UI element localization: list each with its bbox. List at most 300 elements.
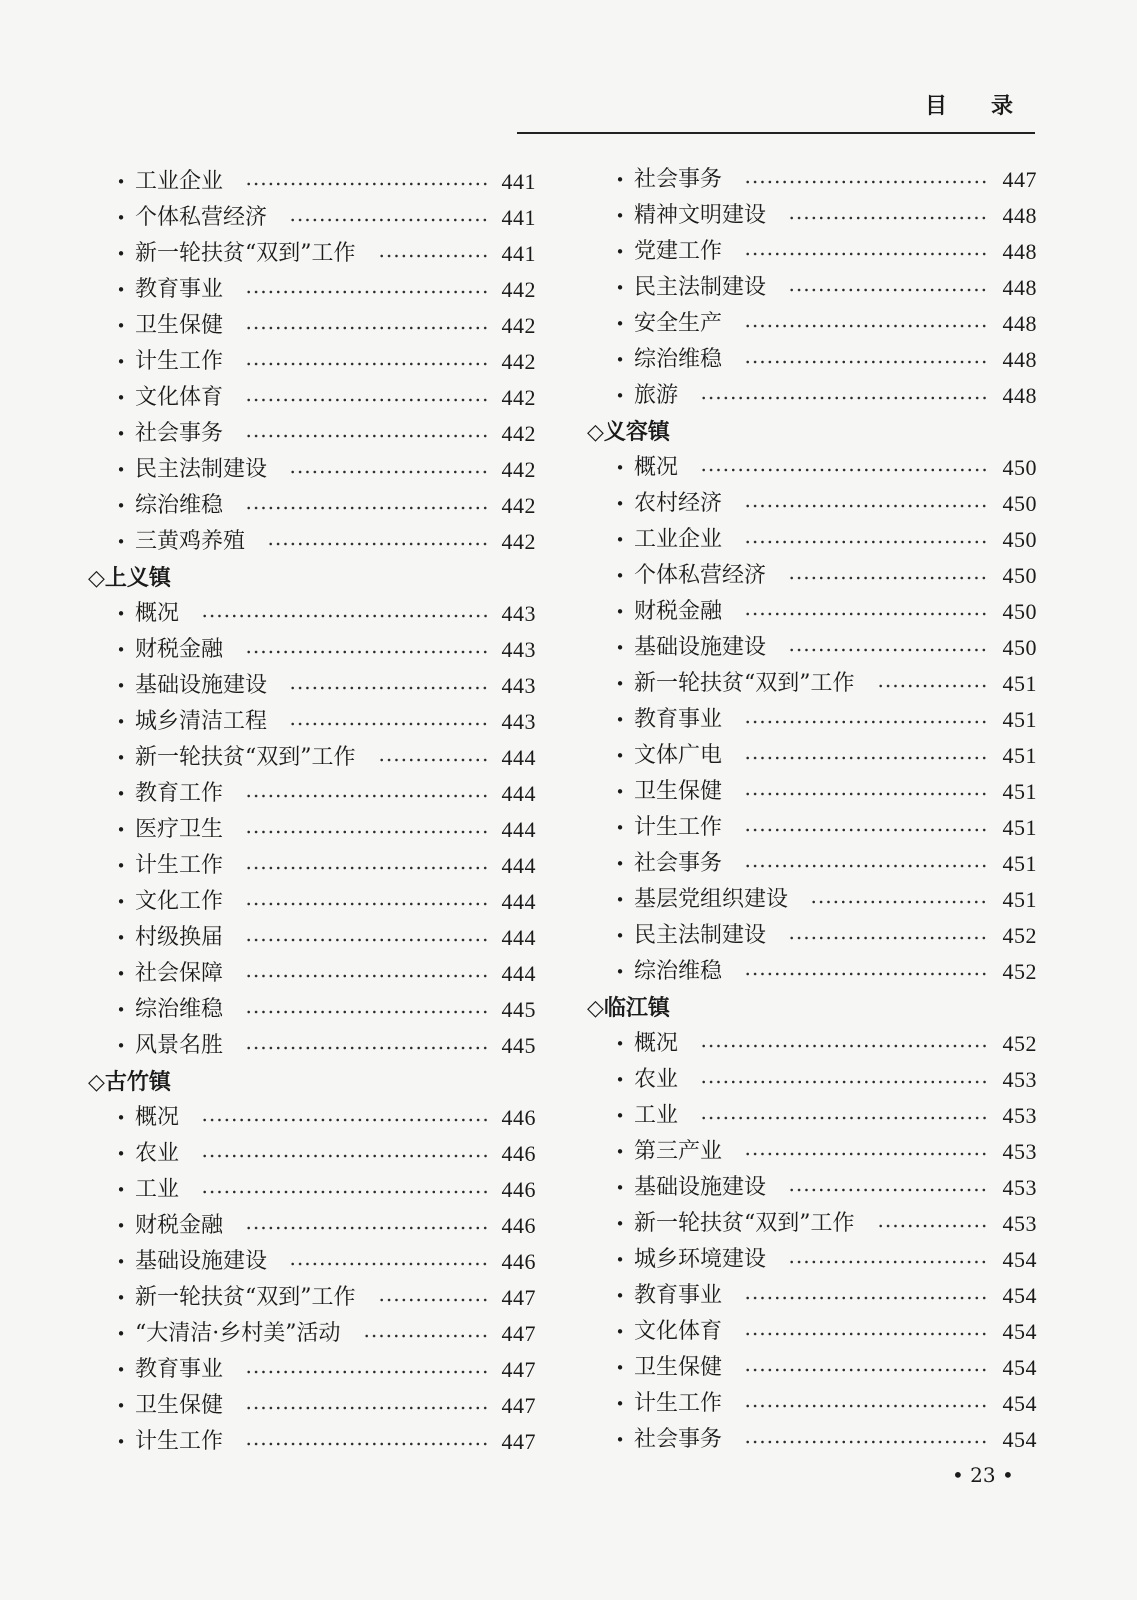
- toc-entry: [88, 524, 536, 560]
- entry-page-number: 448: [1002, 347, 1037, 372]
- entry-page-number: 442: [501, 349, 536, 374]
- bullet-marker: •: [116, 1253, 126, 1271]
- toc-entry: [587, 1062, 1037, 1098]
- entry-page-number: 450: [1002, 563, 1037, 588]
- toc-entry: [88, 1280, 536, 1316]
- toc-entry: [88, 344, 536, 380]
- toc-entry: [587, 810, 1037, 846]
- toc-entry: [88, 992, 536, 1028]
- entry-title: 概况: [634, 455, 679, 480]
- entry-page-number: 442: [501, 493, 536, 518]
- entry-page-number: 451: [1002, 851, 1037, 876]
- dot-leader: [245, 182, 488, 186]
- toc-section-heading: [587, 414, 1037, 450]
- dot-leader: [744, 828, 989, 832]
- bullet-marker: •: [615, 531, 625, 549]
- toc-entry: [88, 1100, 536, 1136]
- bullet-marker: •: [615, 279, 625, 297]
- bullet-marker: •: [615, 1359, 625, 1377]
- toc-entry: [587, 1314, 1037, 1350]
- bullet-marker: •: [615, 171, 625, 189]
- toc-entry: [587, 486, 1037, 522]
- toc-entry: [88, 1172, 536, 1208]
- entry-title: 计生工作: [634, 815, 723, 840]
- entry-title: 计生工作: [135, 853, 224, 878]
- toc-entry: [587, 342, 1037, 378]
- bullet-marker: •: [116, 965, 126, 983]
- entry-title: 基础设施建设: [135, 673, 268, 698]
- dot-leader: [788, 288, 989, 292]
- toc-entry: [88, 416, 536, 452]
- bullet-marker: •: [615, 1251, 625, 1269]
- bullet-marker: •: [116, 1001, 126, 1019]
- bullet-marker: •: [615, 819, 625, 837]
- dot-leader: [744, 1152, 989, 1156]
- toc-right-column: [587, 162, 1037, 1458]
- toc-entry: [587, 954, 1037, 990]
- toc-entry: [587, 378, 1037, 414]
- entry-title: 计生工作: [135, 349, 224, 374]
- dot-leader: [744, 540, 989, 544]
- toc-entry: [587, 1170, 1037, 1206]
- entry-title: 教育事业: [634, 707, 723, 732]
- bullet-marker: •: [615, 1071, 625, 1089]
- toc-entry: [587, 1386, 1037, 1422]
- entry-title: 个体私营经济: [634, 563, 767, 588]
- entry-title: 基础设施建设: [634, 635, 767, 660]
- toc-entry: [88, 1028, 536, 1064]
- section-title: ◇上义镇: [88, 565, 171, 591]
- entry-title: 安全生产: [634, 311, 723, 336]
- dot-leader: [378, 758, 489, 762]
- bullet-marker: •: [116, 389, 126, 407]
- dot-leader: [700, 1044, 989, 1048]
- bullet-marker: •: [116, 173, 126, 191]
- dot-leader: [378, 254, 489, 258]
- entry-page-number: 453: [1002, 1175, 1037, 1200]
- entry-page-number: 446: [501, 1249, 536, 1274]
- dot-leader: [289, 686, 488, 690]
- entry-page-number: 452: [1002, 923, 1037, 948]
- toc-entry: [587, 306, 1037, 342]
- entry-title: 教育工作: [135, 781, 224, 806]
- dot-leader: [201, 614, 488, 618]
- toc-entry: [587, 702, 1037, 738]
- dot-leader: [289, 470, 488, 474]
- toc-entry: [587, 450, 1037, 486]
- entry-page-number: 442: [501, 277, 536, 302]
- entry-title: 教育事业: [135, 1357, 224, 1382]
- entry-title: 概况: [634, 1031, 679, 1056]
- toc-entry: [587, 162, 1037, 198]
- dot-leader: [788, 576, 989, 580]
- toc-entry: [88, 236, 536, 272]
- dot-leader: [245, 866, 488, 870]
- entry-title: 新一轮扶贫“双到”工作: [135, 745, 356, 770]
- entry-page-number: 446: [501, 1141, 536, 1166]
- entry-page-number: 450: [1002, 455, 1037, 480]
- dot-leader: [810, 900, 989, 904]
- bullet-marker: •: [116, 713, 126, 731]
- dot-leader: [744, 612, 989, 616]
- entry-title: 村级换届: [135, 925, 224, 950]
- bullet-marker: •: [116, 209, 126, 227]
- entry-title: 教育事业: [135, 277, 224, 302]
- bullet-marker: •: [615, 207, 625, 225]
- toc-entry: [88, 740, 536, 776]
- entry-page-number: 450: [1002, 635, 1037, 660]
- bullet-marker: •: [116, 317, 126, 335]
- dot-leader: [363, 1334, 489, 1338]
- entry-page-number: 447: [501, 1357, 536, 1382]
- entry-page-number: 448: [1002, 203, 1037, 228]
- entry-title: 概况: [135, 1105, 180, 1130]
- toc-entry: [88, 848, 536, 884]
- dot-leader: [744, 972, 989, 976]
- bullet-marker: •: [615, 495, 625, 513]
- toc-entry: [587, 918, 1037, 954]
- toc-entry: [88, 668, 536, 704]
- entry-page-number: 454: [1002, 1319, 1037, 1344]
- dot-leader: [245, 362, 488, 366]
- dot-leader: [744, 360, 989, 364]
- dot-leader: [289, 1262, 488, 1266]
- dot-leader: [744, 792, 989, 796]
- entry-title: 综治维稳: [135, 997, 224, 1022]
- dot-leader: [201, 1118, 488, 1122]
- dot-leader: [201, 1190, 488, 1194]
- entry-page-number: 444: [501, 781, 536, 806]
- entry-page-number: 441: [501, 241, 536, 266]
- dot-leader: [744, 1440, 989, 1444]
- entry-page-number: 442: [501, 529, 536, 554]
- page-header-title: 目录: [925, 93, 1058, 119]
- dot-leader: [245, 506, 488, 510]
- toc-left-column: [88, 164, 536, 1460]
- entry-title: 工业: [135, 1177, 180, 1202]
- dot-leader: [788, 216, 989, 220]
- dot-leader: [378, 1298, 489, 1302]
- entry-page-number: 450: [1002, 527, 1037, 552]
- dot-leader: [245, 902, 488, 906]
- bullet-marker: •: [116, 245, 126, 263]
- entry-page-number: 451: [1002, 887, 1037, 912]
- toc-entry: [587, 846, 1037, 882]
- entry-title: 农业: [634, 1067, 679, 1092]
- entry-page-number: 454: [1002, 1427, 1037, 1452]
- dot-leader: [245, 326, 488, 330]
- entry-title: 第三产业: [634, 1139, 723, 1164]
- dot-leader: [744, 180, 989, 184]
- entry-page-number: 453: [1002, 1139, 1037, 1164]
- bullet-marker: •: [615, 1215, 625, 1233]
- toc-entry: [88, 1316, 536, 1352]
- dot-leader: [744, 1368, 989, 1372]
- toc-entry: [88, 380, 536, 416]
- toc-entry: [587, 1098, 1037, 1134]
- entry-title: 风景名胜: [135, 1033, 224, 1058]
- entry-page-number: 447: [501, 1393, 536, 1418]
- entry-page-number: 441: [501, 205, 536, 230]
- entry-page-number: 453: [1002, 1067, 1037, 1092]
- entry-title: 民主法制建设: [634, 275, 767, 300]
- dot-leader: [744, 504, 989, 508]
- bullet-marker: •: [116, 1361, 126, 1379]
- entry-title: 卫生保健: [634, 779, 723, 804]
- toc-section-heading: [88, 560, 536, 596]
- entry-title: 概况: [135, 601, 180, 626]
- entry-title: 文化工作: [135, 889, 224, 914]
- entry-page-number: 452: [1002, 959, 1037, 984]
- toc-entry: [587, 1026, 1037, 1062]
- entry-page-number: 445: [501, 1033, 536, 1058]
- entry-page-number: 448: [1002, 275, 1037, 300]
- bullet-marker: •: [116, 1433, 126, 1451]
- toc-entry: [88, 200, 536, 236]
- bullet-marker: •: [116, 605, 126, 623]
- entry-title: 社会保障: [135, 961, 224, 986]
- bullet-marker: •: [116, 1181, 126, 1199]
- entry-page-number: 453: [1002, 1211, 1037, 1236]
- section-title: ◇临江镇: [587, 995, 670, 1021]
- section-title: ◇义容镇: [587, 419, 670, 445]
- entry-page-number: 447: [501, 1321, 536, 1346]
- bullet-marker: •: [615, 747, 625, 765]
- entry-page-number: 444: [501, 853, 536, 878]
- toc-entry: [88, 596, 536, 632]
- bullet-marker: •: [615, 675, 625, 693]
- bullet-marker: •: [615, 891, 625, 909]
- entry-title: 计生工作: [634, 1391, 723, 1416]
- dot-leader: [245, 1010, 488, 1014]
- entry-title: 财税金融: [135, 1213, 224, 1238]
- entry-page-number: 451: [1002, 707, 1037, 732]
- toc-entry: [88, 164, 536, 200]
- toc-entry: [587, 594, 1037, 630]
- entry-page-number: 444: [501, 925, 536, 950]
- dot-leader: [788, 936, 989, 940]
- toc-entry: [88, 632, 536, 668]
- entry-title: “大清洁·乡村美”活动: [135, 1321, 341, 1346]
- entry-title: 工业: [634, 1103, 679, 1128]
- toc-entry: [587, 1242, 1037, 1278]
- dot-leader: [877, 684, 990, 688]
- bullet-marker: •: [116, 821, 126, 839]
- bullet-marker: •: [615, 315, 625, 333]
- bullet-marker: •: [116, 749, 126, 767]
- entry-title: 卫生保健: [634, 1355, 723, 1380]
- bullet-marker: •: [615, 855, 625, 873]
- bullet-marker: •: [116, 929, 126, 947]
- dot-leader: [245, 434, 488, 438]
- entry-title: 卫生保健: [135, 313, 224, 338]
- entry-page-number: 446: [501, 1213, 536, 1238]
- entry-page-number: 447: [501, 1429, 536, 1454]
- entry-title: 农村经济: [634, 491, 723, 516]
- toc-entry: [88, 776, 536, 812]
- toc-entry: [587, 774, 1037, 810]
- entry-title: 社会事务: [135, 421, 224, 446]
- dot-leader: [245, 830, 488, 834]
- entry-title: 新一轮扶贫“双到”工作: [135, 1285, 356, 1310]
- bullet-marker: •: [116, 785, 126, 803]
- bullet-marker: •: [116, 1145, 126, 1163]
- entry-title: 工业企业: [135, 169, 224, 194]
- bullet-marker: •: [116, 1037, 126, 1055]
- dot-leader: [744, 1404, 989, 1408]
- entry-page-number: 448: [1002, 383, 1037, 408]
- toc-entry: [88, 1388, 536, 1424]
- entry-title: 个体私营经济: [135, 205, 268, 230]
- entry-page-number: 444: [501, 817, 536, 842]
- dot-leader: [245, 1046, 488, 1050]
- toc-entry: [88, 452, 536, 488]
- toc-entry: [587, 234, 1037, 270]
- toc-entry: [88, 1208, 536, 1244]
- entry-title: 医疗卫生: [135, 817, 224, 842]
- dot-leader: [245, 1406, 488, 1410]
- bullet-marker: •: [615, 603, 625, 621]
- entry-page-number: 443: [501, 601, 536, 626]
- entry-page-number: 453: [1002, 1103, 1037, 1128]
- bullet-marker: •: [116, 1289, 126, 1307]
- entry-title: 城乡环境建设: [634, 1247, 767, 1272]
- entry-title: 民主法制建设: [135, 457, 268, 482]
- bullet-marker: •: [615, 387, 625, 405]
- entry-title: 综治维稳: [135, 493, 224, 518]
- toc-entry: [587, 522, 1037, 558]
- entry-page-number: 444: [501, 889, 536, 914]
- bullet-marker: •: [615, 351, 625, 369]
- dot-leader: [245, 794, 488, 798]
- toc-entry: [587, 558, 1037, 594]
- toc-entry: [587, 882, 1037, 918]
- entry-page-number: 452: [1002, 1031, 1037, 1056]
- entry-page-number: 441: [501, 169, 536, 194]
- dot-leader: [245, 1370, 488, 1374]
- entry-page-number: 442: [501, 313, 536, 338]
- toc-entry: [88, 1244, 536, 1280]
- entry-title: 新一轮扶贫“双到”工作: [135, 241, 356, 266]
- entry-title: 文体广电: [634, 743, 723, 768]
- entry-page-number: 451: [1002, 815, 1037, 840]
- bullet-marker: •: [615, 1395, 625, 1413]
- bullet-marker: •: [615, 639, 625, 657]
- dot-leader: [788, 648, 989, 652]
- entry-title: 农业: [135, 1141, 180, 1166]
- bullet-marker: •: [615, 1179, 625, 1197]
- entry-title: 卫生保健: [135, 1393, 224, 1418]
- entry-page-number: 445: [501, 997, 536, 1022]
- toc-entry: [587, 1350, 1037, 1386]
- bullet-marker: •: [116, 461, 126, 479]
- dot-leader: [245, 398, 488, 402]
- bullet-marker: •: [615, 1035, 625, 1053]
- bullet-marker: •: [615, 1107, 625, 1125]
- toc-entry: [587, 1278, 1037, 1314]
- dot-leader: [245, 650, 488, 654]
- entry-page-number: 442: [501, 457, 536, 482]
- bullet-marker: •: [116, 533, 126, 551]
- bullet-marker: •: [615, 783, 625, 801]
- toc-section-heading: [587, 990, 1037, 1026]
- bullet-marker: •: [116, 353, 126, 371]
- entry-page-number: 442: [501, 421, 536, 446]
- entry-page-number: 444: [501, 961, 536, 986]
- bullet-marker: •: [615, 1143, 625, 1161]
- toc-entry: [88, 1352, 536, 1388]
- toc-entry: [88, 272, 536, 308]
- toc-entry: [587, 198, 1037, 234]
- bullet-marker: •: [615, 459, 625, 477]
- entry-title: 基础设施建设: [634, 1175, 767, 1200]
- toc-entry: [88, 920, 536, 956]
- entry-title: 民主法制建设: [634, 923, 767, 948]
- entry-title: 旅游: [634, 383, 679, 408]
- entry-title: 新一轮扶贫“双到”工作: [634, 671, 855, 696]
- bullet-marker: •: [615, 567, 625, 585]
- entry-page-number: 454: [1002, 1247, 1037, 1272]
- dot-leader: [700, 1080, 989, 1084]
- dot-leader: [744, 720, 989, 724]
- bullet-marker: •: [116, 1325, 126, 1343]
- entry-title: 精神文明建设: [634, 203, 767, 228]
- entry-title: 计生工作: [135, 1429, 224, 1454]
- toc-entry: [88, 1424, 536, 1460]
- toc-entry: [587, 1422, 1037, 1458]
- dot-leader: [744, 1296, 989, 1300]
- entry-page-number: 443: [501, 637, 536, 662]
- entry-title: 教育事业: [634, 1283, 723, 1308]
- dot-leader: [788, 1188, 989, 1192]
- bullet-marker: •: [615, 711, 625, 729]
- dot-leader: [201, 1154, 488, 1158]
- toc-entry: [88, 704, 536, 740]
- dot-leader: [245, 290, 488, 294]
- dot-leader: [245, 974, 488, 978]
- entry-title: 财税金融: [135, 637, 224, 662]
- entry-page-number: 444: [501, 745, 536, 770]
- entry-title: 城乡清洁工程: [135, 709, 268, 734]
- entry-page-number: 447: [1002, 167, 1037, 192]
- entry-page-number: 451: [1002, 779, 1037, 804]
- entry-page-number: 454: [1002, 1391, 1037, 1416]
- entry-title: 基础设施建设: [135, 1249, 268, 1274]
- toc-entry: [587, 1206, 1037, 1242]
- bullet-marker: •: [615, 243, 625, 261]
- bullet-marker: •: [116, 1217, 126, 1235]
- toc-entry: [587, 666, 1037, 702]
- toc-entry: [88, 812, 536, 848]
- toc-entry: [587, 1134, 1037, 1170]
- toc-entry: [587, 630, 1037, 666]
- toc-entry: [587, 738, 1037, 774]
- entry-page-number: 443: [501, 673, 536, 698]
- dot-leader: [245, 938, 488, 942]
- dot-leader: [700, 1116, 989, 1120]
- dot-leader: [700, 396, 989, 400]
- entry-title: 三黄鸡养殖: [135, 529, 246, 554]
- entry-page-number: 450: [1002, 491, 1037, 516]
- bullet-marker: •: [615, 1287, 625, 1305]
- dot-leader: [744, 756, 989, 760]
- entry-title: 社会事务: [634, 851, 723, 876]
- bullet-marker: •: [116, 281, 126, 299]
- entry-title: 基层党组织建设: [634, 887, 789, 912]
- entry-page-number: 454: [1002, 1355, 1037, 1380]
- bullet-marker: •: [116, 425, 126, 443]
- toc-entry: [88, 884, 536, 920]
